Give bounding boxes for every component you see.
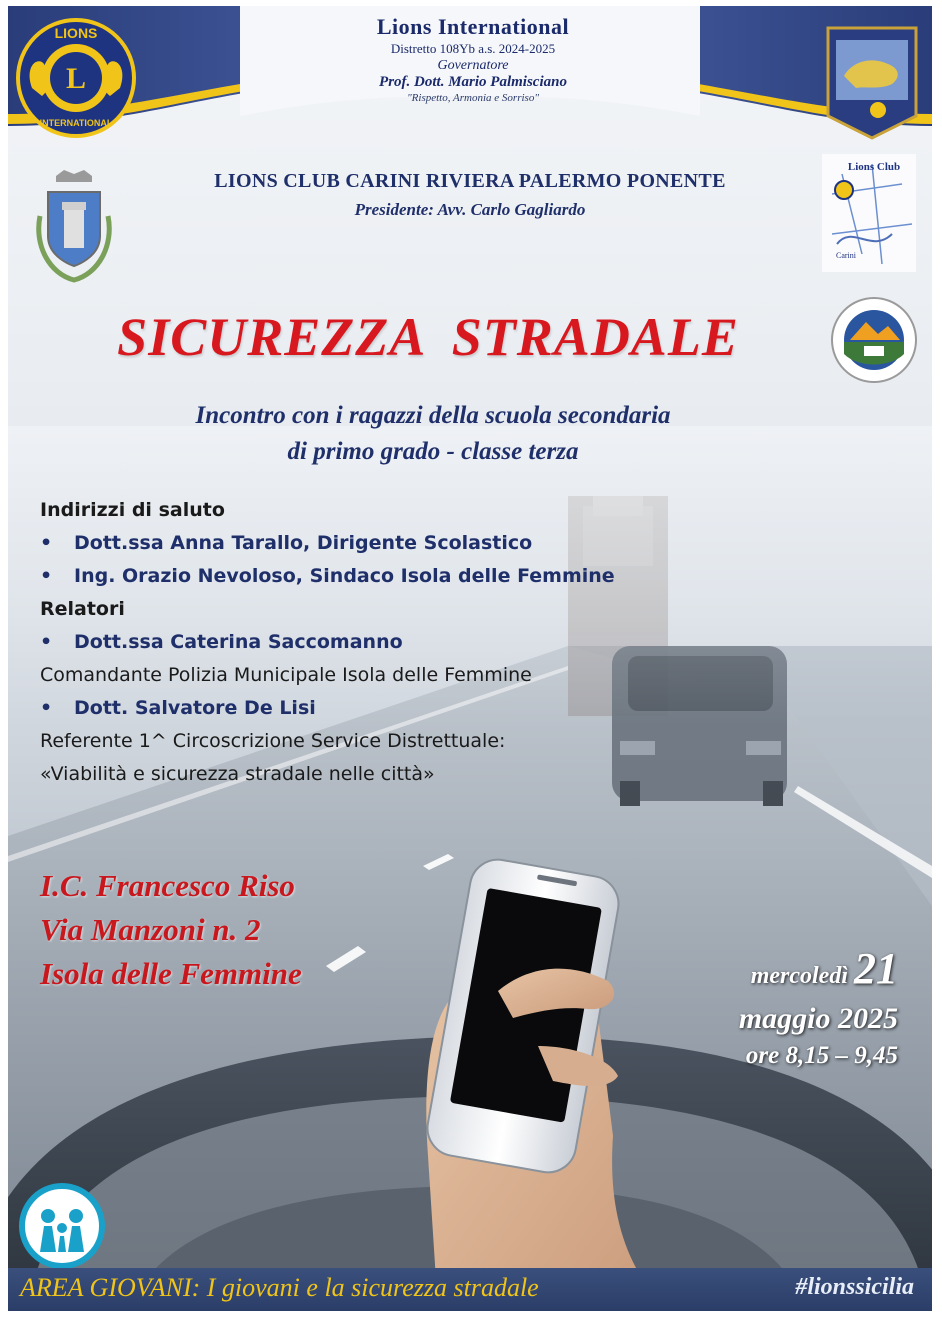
district-pennant-icon [826,26,918,141]
footer-hashtag[interactable]: #lionssicilia [795,1274,914,1300]
footer-bar [8,1268,932,1311]
bullet: • [40,697,53,719]
club-president: Presidente: Avv. Carlo Gagliardo [354,200,586,219]
speaker-1-name: Dott.ssa Caterina Saccomanno [74,631,403,653]
speaker-2-role-line-1: Referente 1^ Circoscrizione Service Distrettuale: [40,730,506,752]
greeting-1: Dott.ssa Anna Tarallo, Dirigente Scolastico [74,532,533,554]
event-date [648,946,898,1073]
district-title: Lions International [376,14,570,39]
area-giovani-icon [18,1182,106,1270]
lions-ring-top: LIONS [54,25,98,41]
district-motto: "Rispetto, Armonia e Sorriso" [407,92,539,104]
greetings-heading: Indirizzi di saluto [40,499,225,521]
date-time: ore 8,15 – 9,45 [745,1042,898,1069]
venue-line-3: Isola delle Femmine [40,956,302,991]
lions-international-logo [14,16,138,140]
club-map-icon [822,154,916,272]
date-weekday: mercoledì [750,963,854,989]
date-day: 21 [854,944,898,993]
club-map-label: Lions Club [847,161,901,173]
subtitle-line-1: Incontro con i ragazzi della scuola secondaria [195,402,671,429]
bullet: • [40,631,53,653]
subtitle-line-2: di primo grado - classe terza [287,438,579,465]
event-title: SICUREZZA STRADALE [117,307,739,367]
lions-ring-bottom: INTERNATIONAL [39,118,113,128]
speaker-2-role-line-2: «Viabilità e sicurezza stradale nelle città» [40,763,435,785]
date-month-year: maggio 2025 [738,1002,898,1035]
list-item [40,527,660,560]
governor-label: Governatore [437,58,509,73]
event-poster [8,6,932,1311]
list-item [40,626,660,659]
school-seal-icon [830,296,918,384]
lions-letter: L [65,62,87,95]
program-list [40,494,660,791]
speaker-2-name: Dott. Salvatore De Lisi [74,697,316,719]
venue-line-1: I.C. Francesco Riso [40,868,295,903]
district-header [228,14,718,106]
event-subtitle [68,398,798,470]
list-item [40,692,660,725]
speakers-heading: Relatori [40,598,125,620]
venue-line-2: Via Manzoni n. 2 [40,912,261,947]
venue-block [40,864,440,996]
club-map-caption: Carini [836,251,856,260]
footer-area-giovani: AREA GIOVANI: I giovani e la sicurezza stradale [20,1273,539,1302]
bullet: • [40,532,53,554]
municipal-crest-icon [30,166,118,286]
governor-name: Prof. Dott. Mario Palmisciano [379,74,567,90]
club-name: LIONS CLUB CARINI RIVIERA PALERMO PONENTE [214,170,726,192]
speaker-1-role: Comandante Polizia Municipale Isola delle Femmine [40,664,532,686]
greeting-2: Ing. Orazio Nevoloso, Sindaco Isola delle Femmine [74,565,615,587]
list-item [40,560,660,593]
district-year: Distretto 108Yb a.s. 2024-2025 [390,41,556,56]
bullet: • [40,565,53,587]
